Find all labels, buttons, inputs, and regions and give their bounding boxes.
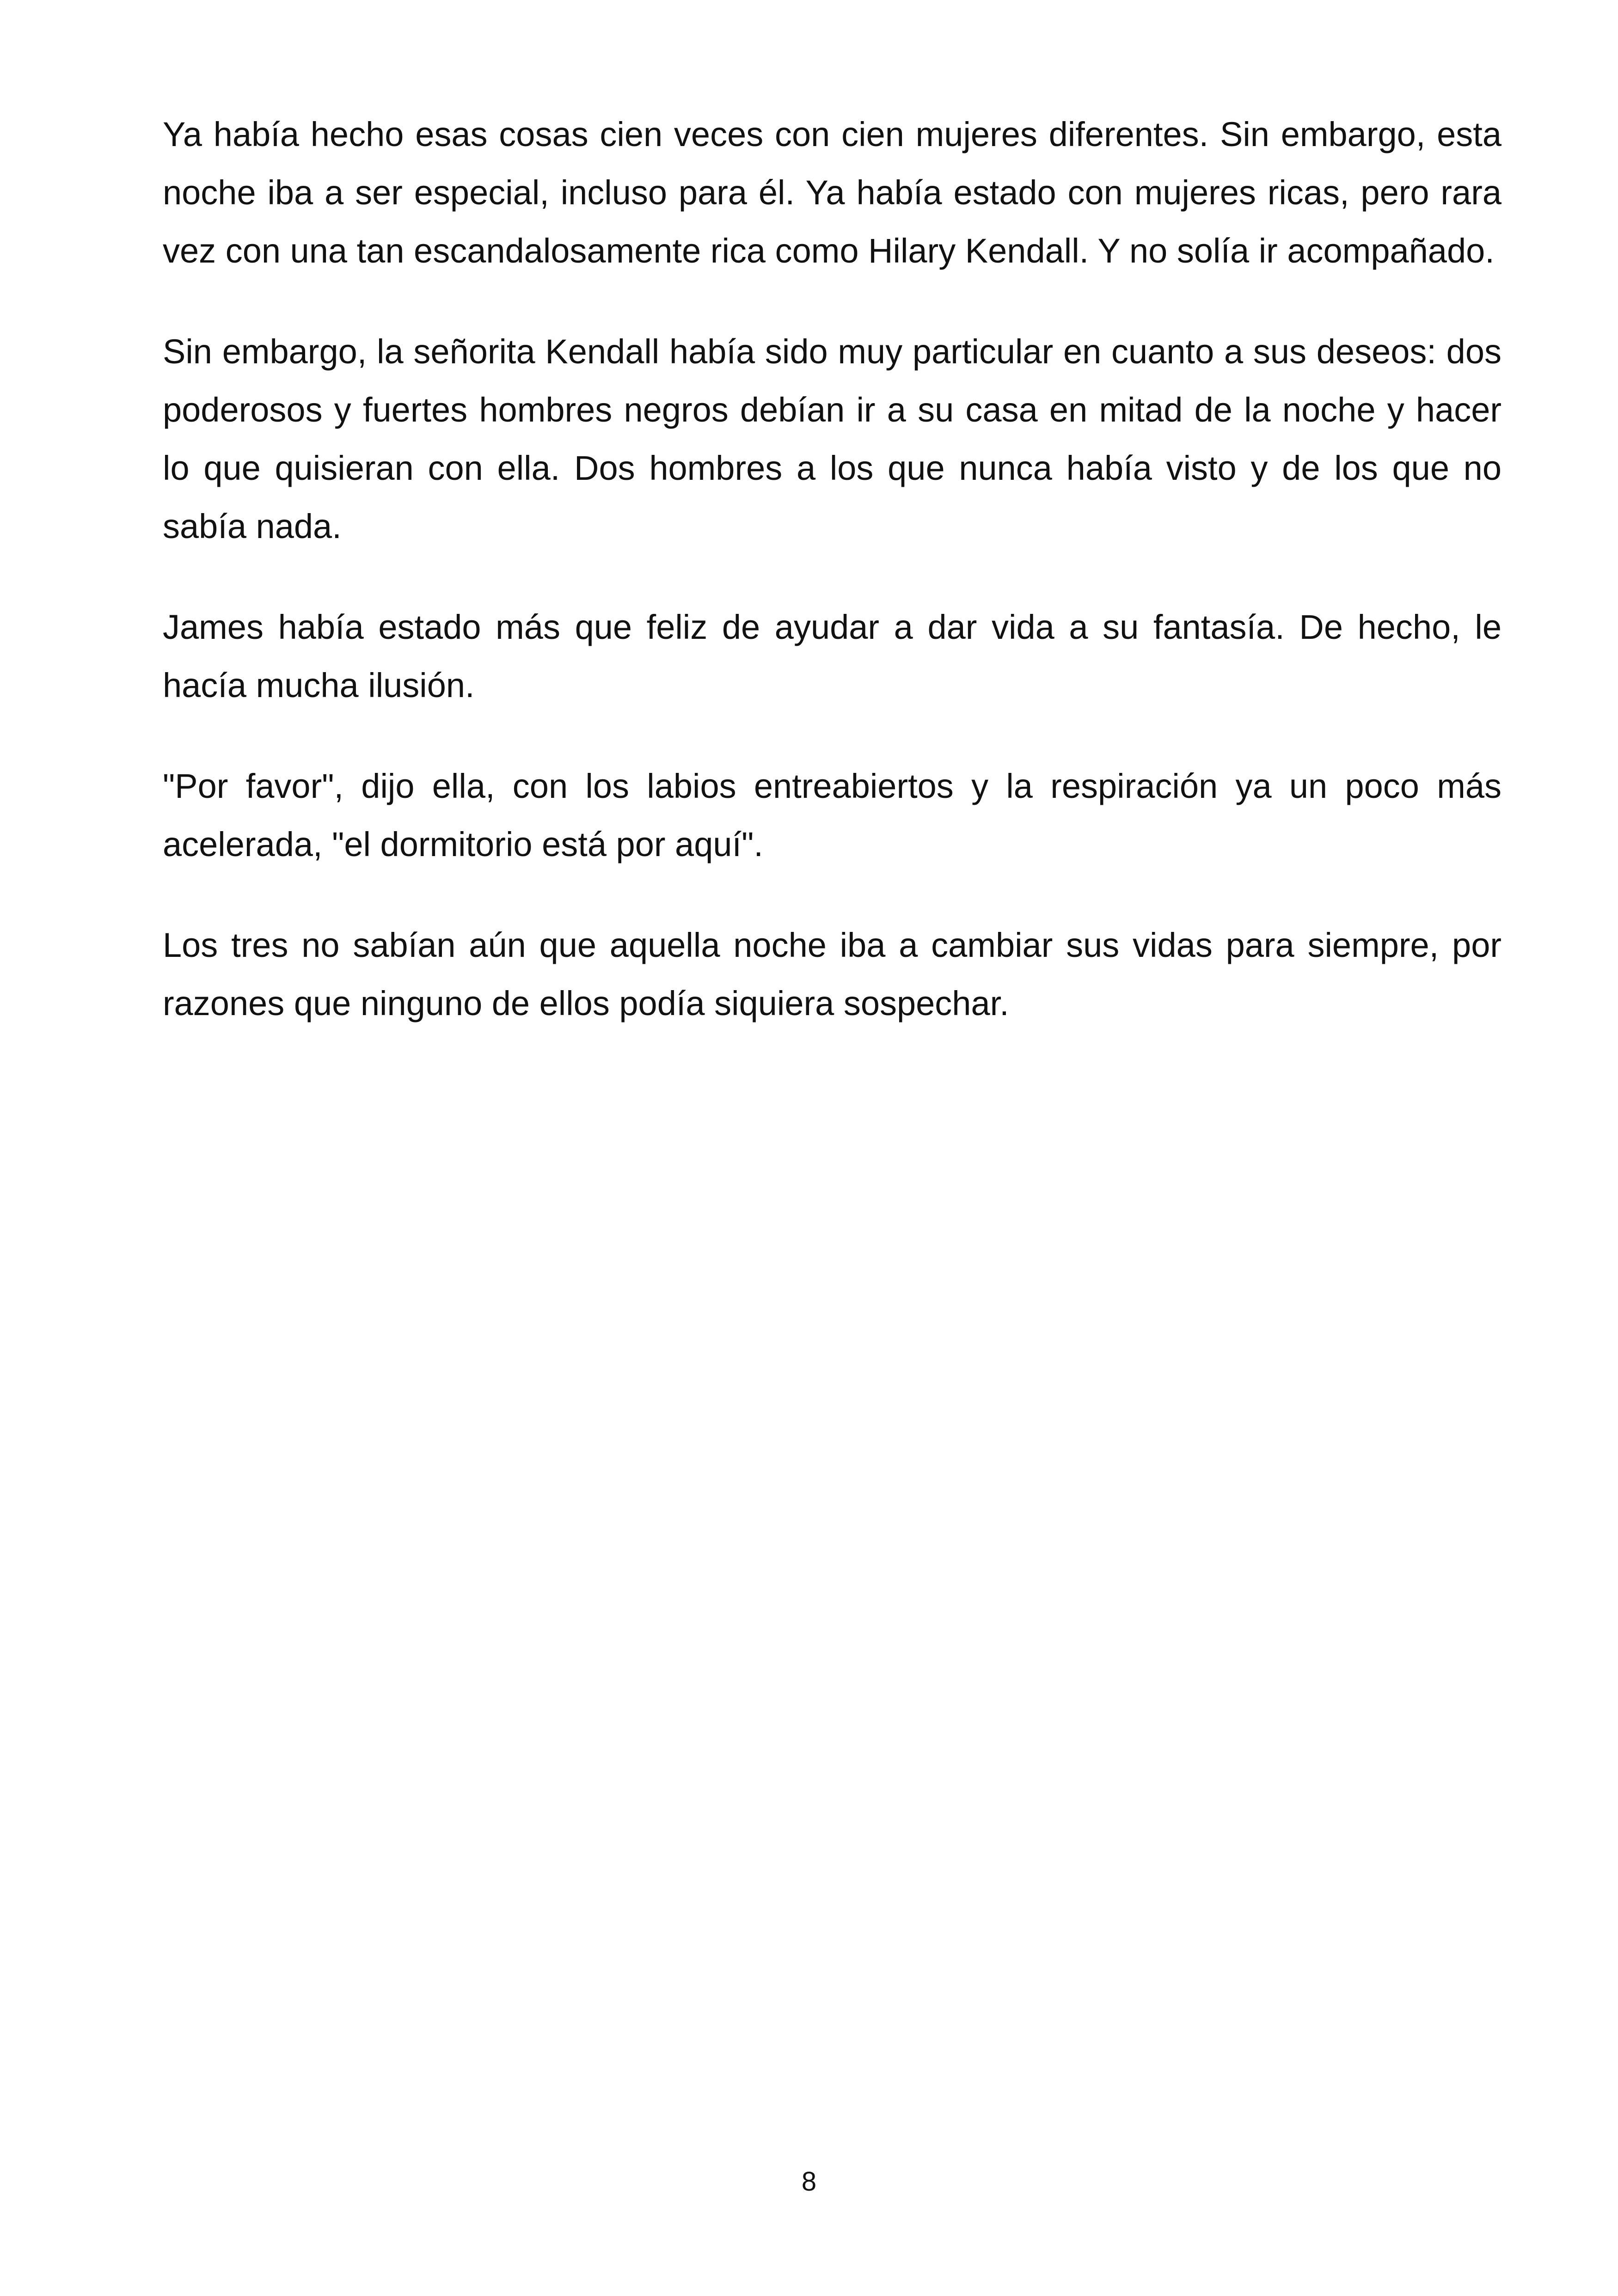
page-number: 8 — [801, 2167, 817, 2197]
paragraph-1: Ya había hecho esas cosas cien veces con cien mujeres diferentes. Sin embargo, esta noche iba a ser especial, incluso para él. Ya había estado con mujeres ricas, pero rara vez con una tan escandalosamente rica como Hilary Kendall. Y no solía ir acompañado. — [163, 115, 1502, 270]
paragraph-3: James había estado más que feliz de ayudar a dar vida a su fantasía. De hecho, le hacía mucha ilusión. — [163, 608, 1502, 704]
paragraph-2: Sin embargo, la señorita Kendall había sido muy particular en cuanto a sus deseos: dos poderosos y fuertes hombres negros debían ir a su casa en mitad de la noche y hacer lo que quisieran con ella. Dos hombres a los que nunca había visto y de los que no sabía nada. — [163, 332, 1502, 545]
paragraph-5: Los tres no sabían aún que aquella noche iba a cambiar sus vidas para siempre, por razones que ninguno de ellos podía siquiera sospechar. — [163, 926, 1502, 1022]
body-text — [163, 105, 1502, 1075]
paragraph-4: "Por favor", dijo ella, con los labios entreabiertos y la respiración ya un poco más acelerada, "el dormitorio está por aquí". — [163, 767, 1502, 863]
